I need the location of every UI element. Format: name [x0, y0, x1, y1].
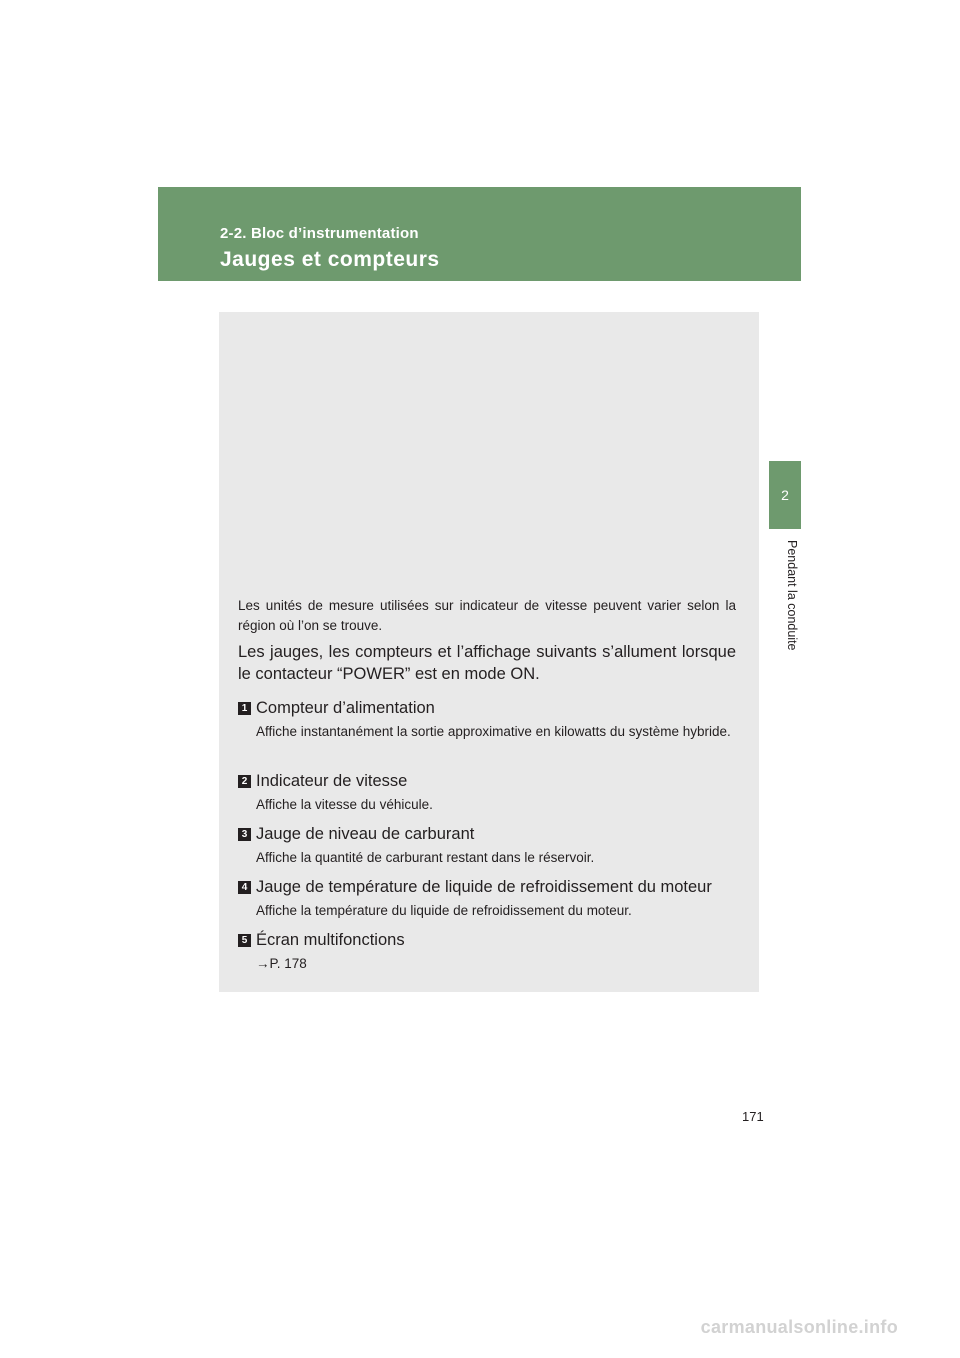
page-title: Jauges et compteurs: [220, 248, 440, 271]
item-number-badge: 2: [238, 775, 251, 788]
item-title: Indicateur de vitesse: [256, 772, 408, 790]
item-title: Écran multifonctions: [256, 931, 405, 949]
figure-placeholder: [219, 312, 759, 582]
note-text: Les unités de mesure utilisées sur indicateur de vitesse peuvent varier selon la région où l’on se trouve.: [238, 598, 736, 633]
item-number-badge: 3: [238, 828, 251, 841]
item-title: Jauge de température de liquide de refroidissement du moteur: [256, 878, 712, 896]
list-item: [238, 875, 736, 928]
chapter-label: Pendant la conduite: [785, 540, 799, 651]
intro-text: Les jauges, les compteurs et l’affichage suivants s’allument lorsque le contacteur “POWER” est en mode ON.: [238, 643, 736, 683]
item-description: Affiche la température du liquide de refroidissement du moteur.: [256, 903, 632, 918]
page-reference-link[interactable]: →P. 178: [256, 956, 307, 971]
item-list: [238, 696, 736, 981]
section-label: 2-2. Bloc d’instrumentation: [220, 225, 419, 242]
content-panel: [219, 312, 759, 992]
page-number: 171: [742, 1109, 764, 1124]
item-number-badge: 5: [238, 934, 251, 947]
list-item: [238, 696, 736, 769]
list-item: [238, 928, 736, 981]
chapter-number: 2: [781, 487, 789, 503]
chapter-tab: [769, 461, 801, 529]
item-description: Affiche la vitesse du véhicule.: [256, 797, 433, 812]
list-item: [238, 769, 736, 822]
list-item: [238, 822, 736, 875]
section-header: [158, 187, 801, 281]
item-title: Jauge de niveau de carburant: [256, 825, 475, 843]
item-description: Affiche la quantité de carburant restant dans le réservoir.: [256, 850, 595, 865]
watermark: carmanualsonline.info: [700, 1317, 898, 1337]
item-number-badge: 4: [238, 881, 251, 894]
item-description: Affiche instantanément la sortie approximative en kilowatts du système hybride.: [256, 724, 731, 739]
item-title: Compteur d’alimentation: [256, 699, 435, 717]
item-number-badge: 1: [238, 702, 251, 715]
